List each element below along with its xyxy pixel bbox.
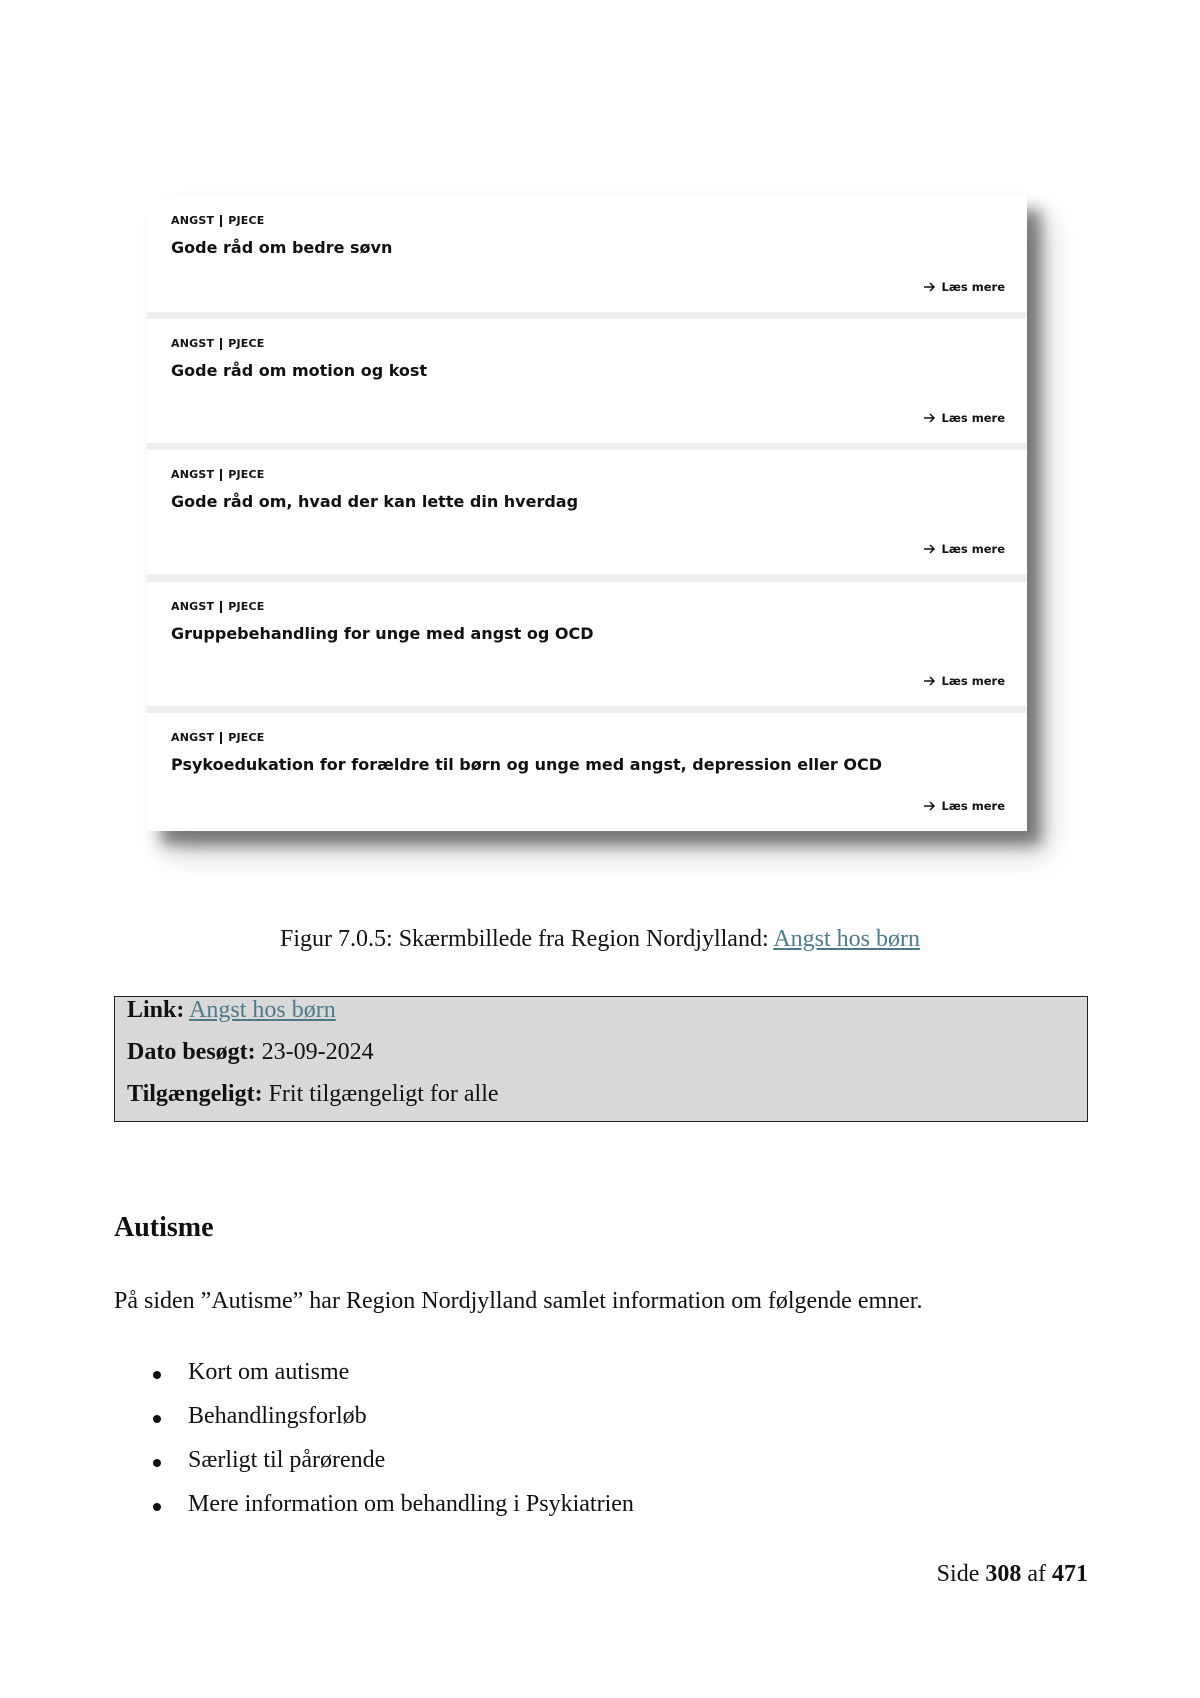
page-number xyxy=(937,1561,1088,1588)
read-more-link[interactable] xyxy=(923,280,1005,294)
bullet-icon xyxy=(153,1503,161,1511)
card-title[interactable]: Gruppebehandling for unge med angst og OCD xyxy=(171,624,594,643)
date-row xyxy=(127,1039,374,1066)
card-tags xyxy=(171,468,264,481)
read-more-link[interactable] xyxy=(923,674,1005,688)
tag-type: PJECE xyxy=(228,468,265,481)
read-more-label: Læs mere xyxy=(941,411,1005,425)
bullet-icon xyxy=(153,1415,161,1423)
tag-category: ANGST xyxy=(171,468,215,481)
card-tags xyxy=(171,214,264,227)
list-item-text: Særligt til pårørende xyxy=(188,1447,386,1473)
read-more-label: Læs mere xyxy=(941,674,1005,688)
tag-type: PJECE xyxy=(228,214,265,227)
tag-separator xyxy=(220,469,222,481)
resource-card[interactable] xyxy=(147,196,1027,312)
list-item-text: Mere information om behandling i Psykiatrien xyxy=(188,1491,634,1517)
read-more-link[interactable] xyxy=(923,542,1005,556)
list-item-text: Behandlingsforløb xyxy=(188,1403,367,1429)
caption-link[interactable]: Angst hos børn xyxy=(773,926,920,952)
link-label: Link: xyxy=(127,997,185,1023)
bullet-icon xyxy=(153,1459,161,1467)
list-item-text: Kort om autisme xyxy=(188,1359,350,1385)
resource-card[interactable] xyxy=(147,319,1027,443)
card-tags xyxy=(171,600,264,613)
card-title[interactable]: Psykoedukation for forældre til børn og unge med angst, depression eller OCD xyxy=(171,755,882,774)
tag-separator xyxy=(220,732,222,744)
date-value: 23-09-2024 xyxy=(261,1039,374,1065)
tag-type: PJECE xyxy=(228,600,265,613)
date-label: Dato besøgt: xyxy=(127,1039,256,1065)
topic-list xyxy=(114,1359,634,1535)
card-tags xyxy=(171,337,264,350)
section-heading: Autisme xyxy=(114,1212,214,1243)
read-more-label: Læs mere xyxy=(941,280,1005,294)
caption-text: Figur 7.0.5: Skærmbillede fra Region Nordjylland: xyxy=(280,926,774,952)
card-tags xyxy=(171,731,264,744)
list-item xyxy=(114,1491,634,1535)
read-more-link[interactable] xyxy=(923,799,1005,813)
access-label: Tilgængeligt: xyxy=(127,1081,263,1107)
arrow-right-icon xyxy=(923,281,936,293)
card-title[interactable]: Gode råd om bedre søvn xyxy=(171,238,393,257)
page-prefix: Side xyxy=(936,1561,980,1587)
tag-separator xyxy=(220,215,222,227)
card-title[interactable]: Gode råd om motion og kost xyxy=(171,361,428,380)
arrow-right-icon xyxy=(923,675,936,687)
tag-separator xyxy=(220,338,222,350)
section-intro: På siden ”Autisme” har Region Nordjylland samlet information om følgende emner. xyxy=(114,1288,923,1314)
tag-separator xyxy=(220,601,222,613)
source-link[interactable]: Angst hos børn xyxy=(189,997,336,1023)
access-row xyxy=(127,1081,499,1108)
resource-card[interactable] xyxy=(147,582,1027,706)
list-item xyxy=(114,1403,634,1447)
read-more-label: Læs mere xyxy=(941,542,1005,556)
tag-category: ANGST xyxy=(171,731,215,744)
website-screenshot xyxy=(147,196,1027,831)
tag-category: ANGST xyxy=(171,214,215,227)
arrow-right-icon xyxy=(923,412,936,424)
source-info-box xyxy=(114,996,1088,1122)
link-row xyxy=(127,997,336,1024)
read-more-link[interactable] xyxy=(923,411,1005,425)
arrow-right-icon xyxy=(923,800,936,812)
tag-category: ANGST xyxy=(171,337,215,350)
access-value: Frit tilgængeligt for alle xyxy=(268,1081,499,1107)
bullet-icon xyxy=(153,1371,161,1379)
list-item xyxy=(114,1359,634,1403)
tag-category: ANGST xyxy=(171,600,215,613)
page-middle: af xyxy=(1027,1561,1046,1587)
resource-card[interactable] xyxy=(147,450,1027,574)
total-pages: 471 xyxy=(1052,1561,1088,1587)
resource-card[interactable] xyxy=(147,713,1027,831)
figure-caption xyxy=(0,926,1200,953)
tag-type: PJECE xyxy=(228,731,265,744)
arrow-right-icon xyxy=(923,543,936,555)
current-page: 308 xyxy=(985,1561,1022,1587)
tag-type: PJECE xyxy=(228,337,265,350)
list-item xyxy=(114,1447,634,1491)
card-title[interactable]: Gode råd om, hvad der kan lette din hverdag xyxy=(171,492,579,511)
read-more-label: Læs mere xyxy=(941,799,1005,813)
